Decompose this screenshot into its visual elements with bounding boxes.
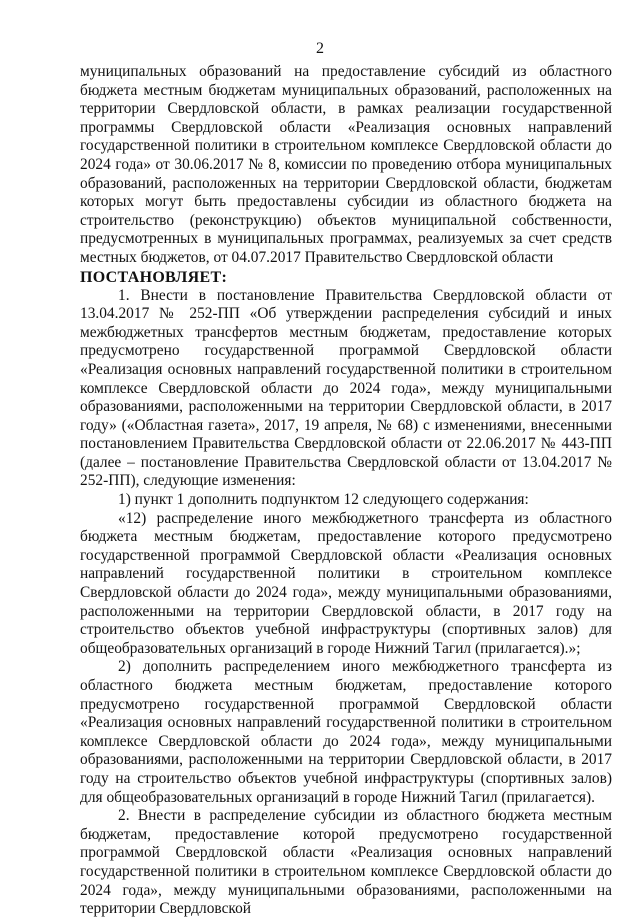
quote-subitem-12: «12) распределение иного межбюджетного трансферта из областного бюджета местным бюджетам, предоставление которого предусмотрено государственной программой Свердловской области «Реализация основных направлений государственной политики в строительном комплексе Свердловской области до 2024 года», между муниципальными образованиями, расположенными на территории Свердловской области, в 2017 году на строительство объектов учебной инфраструктуры (спортивных залов) для общеобразовательных организаций в городе Нижний Тагил (прилагается).»;: [80, 509, 612, 657]
sub-item-2: 2) дополнить распределением иного межбюджетного трансферта из областного бюджета местным бюджетам, предоставление которого предусмотрено государственной программой Свердловской области «Реализация основных направлений государственной политики в строительном комплексе Свердловской области до 2024 года», между муниципальными образованиями, расположенными на территории Свердловской области, в 2017 году на строительство объектов учебной инфраструктуры (спортивных залов) для общеобразовательных организаций в городе Нижний Тагил (прилагается).: [80, 658, 612, 806]
sub-item-1: 1) пункт 1 дополнить подпунктом 12 следующего содержания:: [118, 491, 529, 509]
paragraph-2: 2. Внести в распределение субсидии из областного бюджета местным бюджетам, предоставление которой предусмотрено государственной программой Свердловской области «Реализация основных направлений государственной политики в строительном комплексе Свердловской области до 2024 года», между муниципальными образованиями, расположенными на территории Свердловской: [80, 807, 612, 918]
document-body: [80, 63, 612, 919]
paragraph-1: 1. Внести в постановление Правительства Свердловской области от 13.04.2017 № 252-ПП «Об утверждении распределения субсидий и иных межбюджетных трансфертов местным бюджетам, предоставление которых предусмотрено государственной программой Свердловской области «Реализация основных направлений государственной политики в строительном комплексе Свердловской области до 2024 года», между муниципальными образованиями, расположенными на территории Свердловской области, в 2017 году» («Областная газета», 2017, 19 апреля, № 68) с изменениями, внесенными постановлением Правительства Свердловской области от 22.06.2017 № 443-ПП (далее – постановление Правительства Свердловской области от 13.04.2017 № 252-ПП), следующие изменения:: [80, 286, 612, 490]
intro-paragraph: муниципальных образований на предоставление субсидий из областного бюджета местным бюджетам муниципальных образований, расположенных на территории Свердловской области, в рамках реализации государственной программы Свердловской области «Реализация основных направлений государственной политики в строительном комплексе Свердловской области до 2024 года» от 30.06.2017 № 8, комиссии по проведению отбора муниципальных образований, расположенных на территории Свердловской области, бюджетам которых могут быть предоставлены субсидии из областного бюджета на строительство (реконструкцию) объектов муниципальной собственности, предусмотренных в муниципальных программах, реализуемых за счет средств местных бюджетов, от 04.07.2017 Правительство Свердловской области: [80, 63, 612, 266]
resolves-heading: ПОСТАНОВЛЯЕТ:: [80, 268, 228, 286]
page-number: 2: [316, 40, 324, 57]
